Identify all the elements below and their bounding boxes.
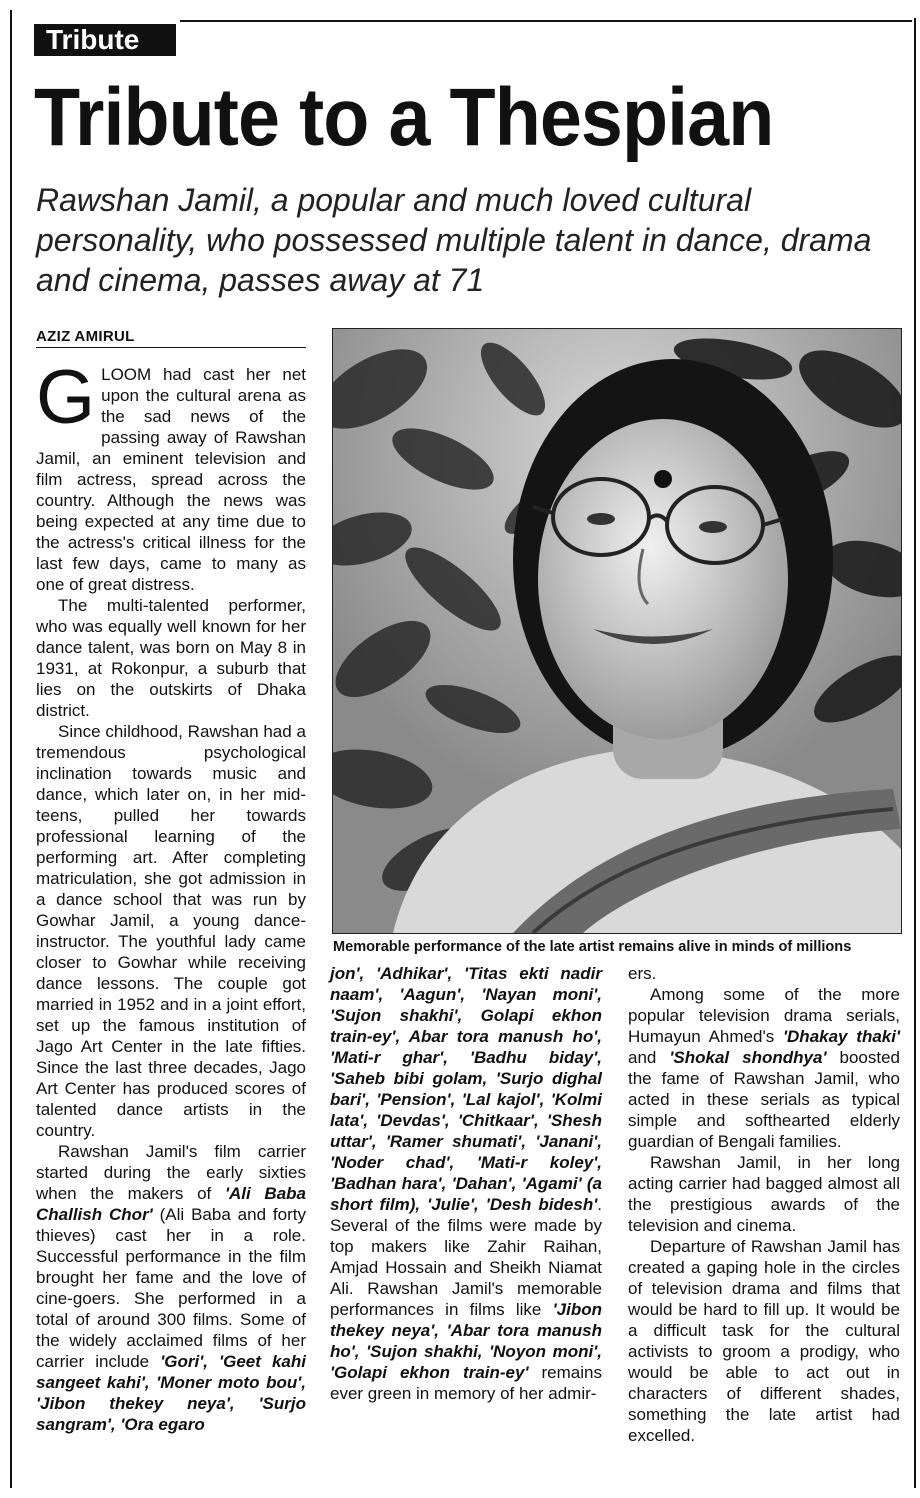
deck-subheadline: Rawshan Jamil, a popular and much loved cultural personality, who possessed multiple talent in dance, drama and cinema, passes away at 71 <box>36 182 872 298</box>
serial-title: 'Dhakay thaki' <box>782 1027 901 1046</box>
paragraph: ers. <box>628 964 657 983</box>
byline-rule <box>36 347 306 348</box>
face <box>538 419 788 739</box>
film-list: 'Gori', 'Geet kahi sangeet kahi', 'Moner moto bou', 'Jibon thekey neya', 'Surjo sangram', 'Ora egaro <box>36 1352 306 1434</box>
film-list: jon', 'Adhikar', 'Titas ekti nadir naam', 'Aagun', 'Nayan moni', 'Sujon shakhi', Golapi ekhon train-ey', Abar tora manush ho', 'Mati-r ghar', 'Badhu biday', 'Saheb bibi golam, 'Surjo dighal bari', 'Pension', 'Lal kajol', 'Kolmi lata', 'Devdas', 'Chitkaar', 'Shesh uttar', 'Ramer shumati', 'Janani', 'Noder chad', 'Mati-r koley', 'Badhan hara', 'Dahan', 'Agami' (a short film), 'Julie', 'Desh bidesh' <box>330 964 602 1214</box>
photo-caption: Memorable performance of the late artist remains alive in minds of millions <box>333 938 852 955</box>
paragraph: Among some of the more popular television drama serials, Humayun Ahmed's 'Dhakay thaki' and 'Shokal shondhya' boosted the fame of Rawshan Jamil, who acted in these serials as typical simple and softhearted elderly guardian of Bengali families. <box>628 985 901 1151</box>
paragraph: GLOOM had cast her net upon the cultural arena as the sad news of the passing away of Rawshan Jamil, an eminent television and film actress, spread across the country. Although the news was being expected at any time due to the actress's critical illness for the last few days, came to many as one of great distress. <box>36 355 306 594</box>
headline: Tribute to a Thespian <box>34 72 774 163</box>
top-rule <box>180 20 912 22</box>
paragraph: Rawshan Jamil, in her long acting carrier had bagged almost all the prestigious awards of the television and cinema. <box>628 1153 900 1235</box>
byline: AZIZ AMIRUL <box>36 328 135 345</box>
column-3 <box>628 963 900 1446</box>
bindi <box>654 470 672 488</box>
column-2 <box>330 963 602 1404</box>
paragraph: Departure of Rawshan Jamil has created a gaping hole in the circles of television drama and films that would be hard to fill up. It would be a difficult task for the cultural activists to groom a prodigy, who would be able to act out in characters of different shades, something the late artist had excelled. <box>628 1237 900 1445</box>
paragraph: jon', 'Adhikar', 'Titas ekti nadir naam', 'Aagun', 'Nayan moni', 'Sujon shakhi', Golapi ekhon train-ey', Abar tora manush ho', 'Mati-r ghar', 'Badhu biday', 'Saheb bibi golam, 'Surjo dighal bari', 'Pension', 'Lal kajol', 'Kolmi lata', 'Devdas', 'Chitkaar', 'Shesh uttar', 'Ramer shumati', 'Janani', 'Noder chad', 'Mati-r koley', 'Badhan hara', 'Dahan', 'Agami' (a short film), 'Julie', 'Desh bidesh'. Several of the films were made by top makers like Zahir Raihan, Amjad Hossain and Sheikh Niamat Ali. Rawshan Jamil's memorable performances in films like 'Jibon thekey neya', 'Abar tora manush ho', 'Sujon shakhi, 'Noyon moni', 'Golapi ekhon train-ey' remains ever green in memory of her admir- <box>330 964 602 1403</box>
right-border <box>914 18 916 1488</box>
film-list: 'Jibon thekey neya', 'Abar tora manush ho', 'Sujon shakhi, 'Noyon moni', 'Golapi ekhon train-ey' <box>330 1300 602 1382</box>
section-label: Tribute <box>34 24 176 56</box>
left-border <box>10 10 12 1488</box>
paragraph: Rawshan Jamil's film carrier started during the early sixties when the makers of 'Ali Baba Challish Chor' (Ali Baba and forty thieves) cast her in a role. Successful performance in the film brought her fame and the love of cine-goers. She performed in a total of around 300 films. Some of the widely acclaimed films of her carrier include 'Gori', 'Geet kahi sangeet kahi', 'Moner moto bou', 'Jibon thekey neya', 'Surjo sangram', 'Ora egaro <box>36 1142 306 1434</box>
paragraph: Since childhood, Rawshan had a tremendous psychological inclination towards music and dance, which later on, in her mid-teens, pulled her towards professional learning of the performing art. After completing matriculation, she got admission in a dance school that was run by Gowhar Jamil, a young dance-instructor. The youthful lady came closer to Gowhar while receiving dance lessons. The couple got married in 1952 and in a joint effort, set up the famous institution of Jago Art Center in the late fifties. Since the last three decades, Jago Art Center has produced scores of talented dance artists in the country. <box>36 722 306 1140</box>
paragraph: The multi-talented performer, who was equally well known for her dance talent, was born on May 8 in 1931, at Rokonpur, a suburb that lies on the outskirts of Dhaka district. <box>36 596 306 720</box>
film-title: 'Ali Baba Challish Chor' <box>36 1184 306 1224</box>
column-1 <box>36 355 306 1435</box>
portrait-photo <box>332 328 902 934</box>
drop-cap: G <box>36 355 96 440</box>
serial-title: 'Shokal shondhya' <box>669 1048 827 1067</box>
